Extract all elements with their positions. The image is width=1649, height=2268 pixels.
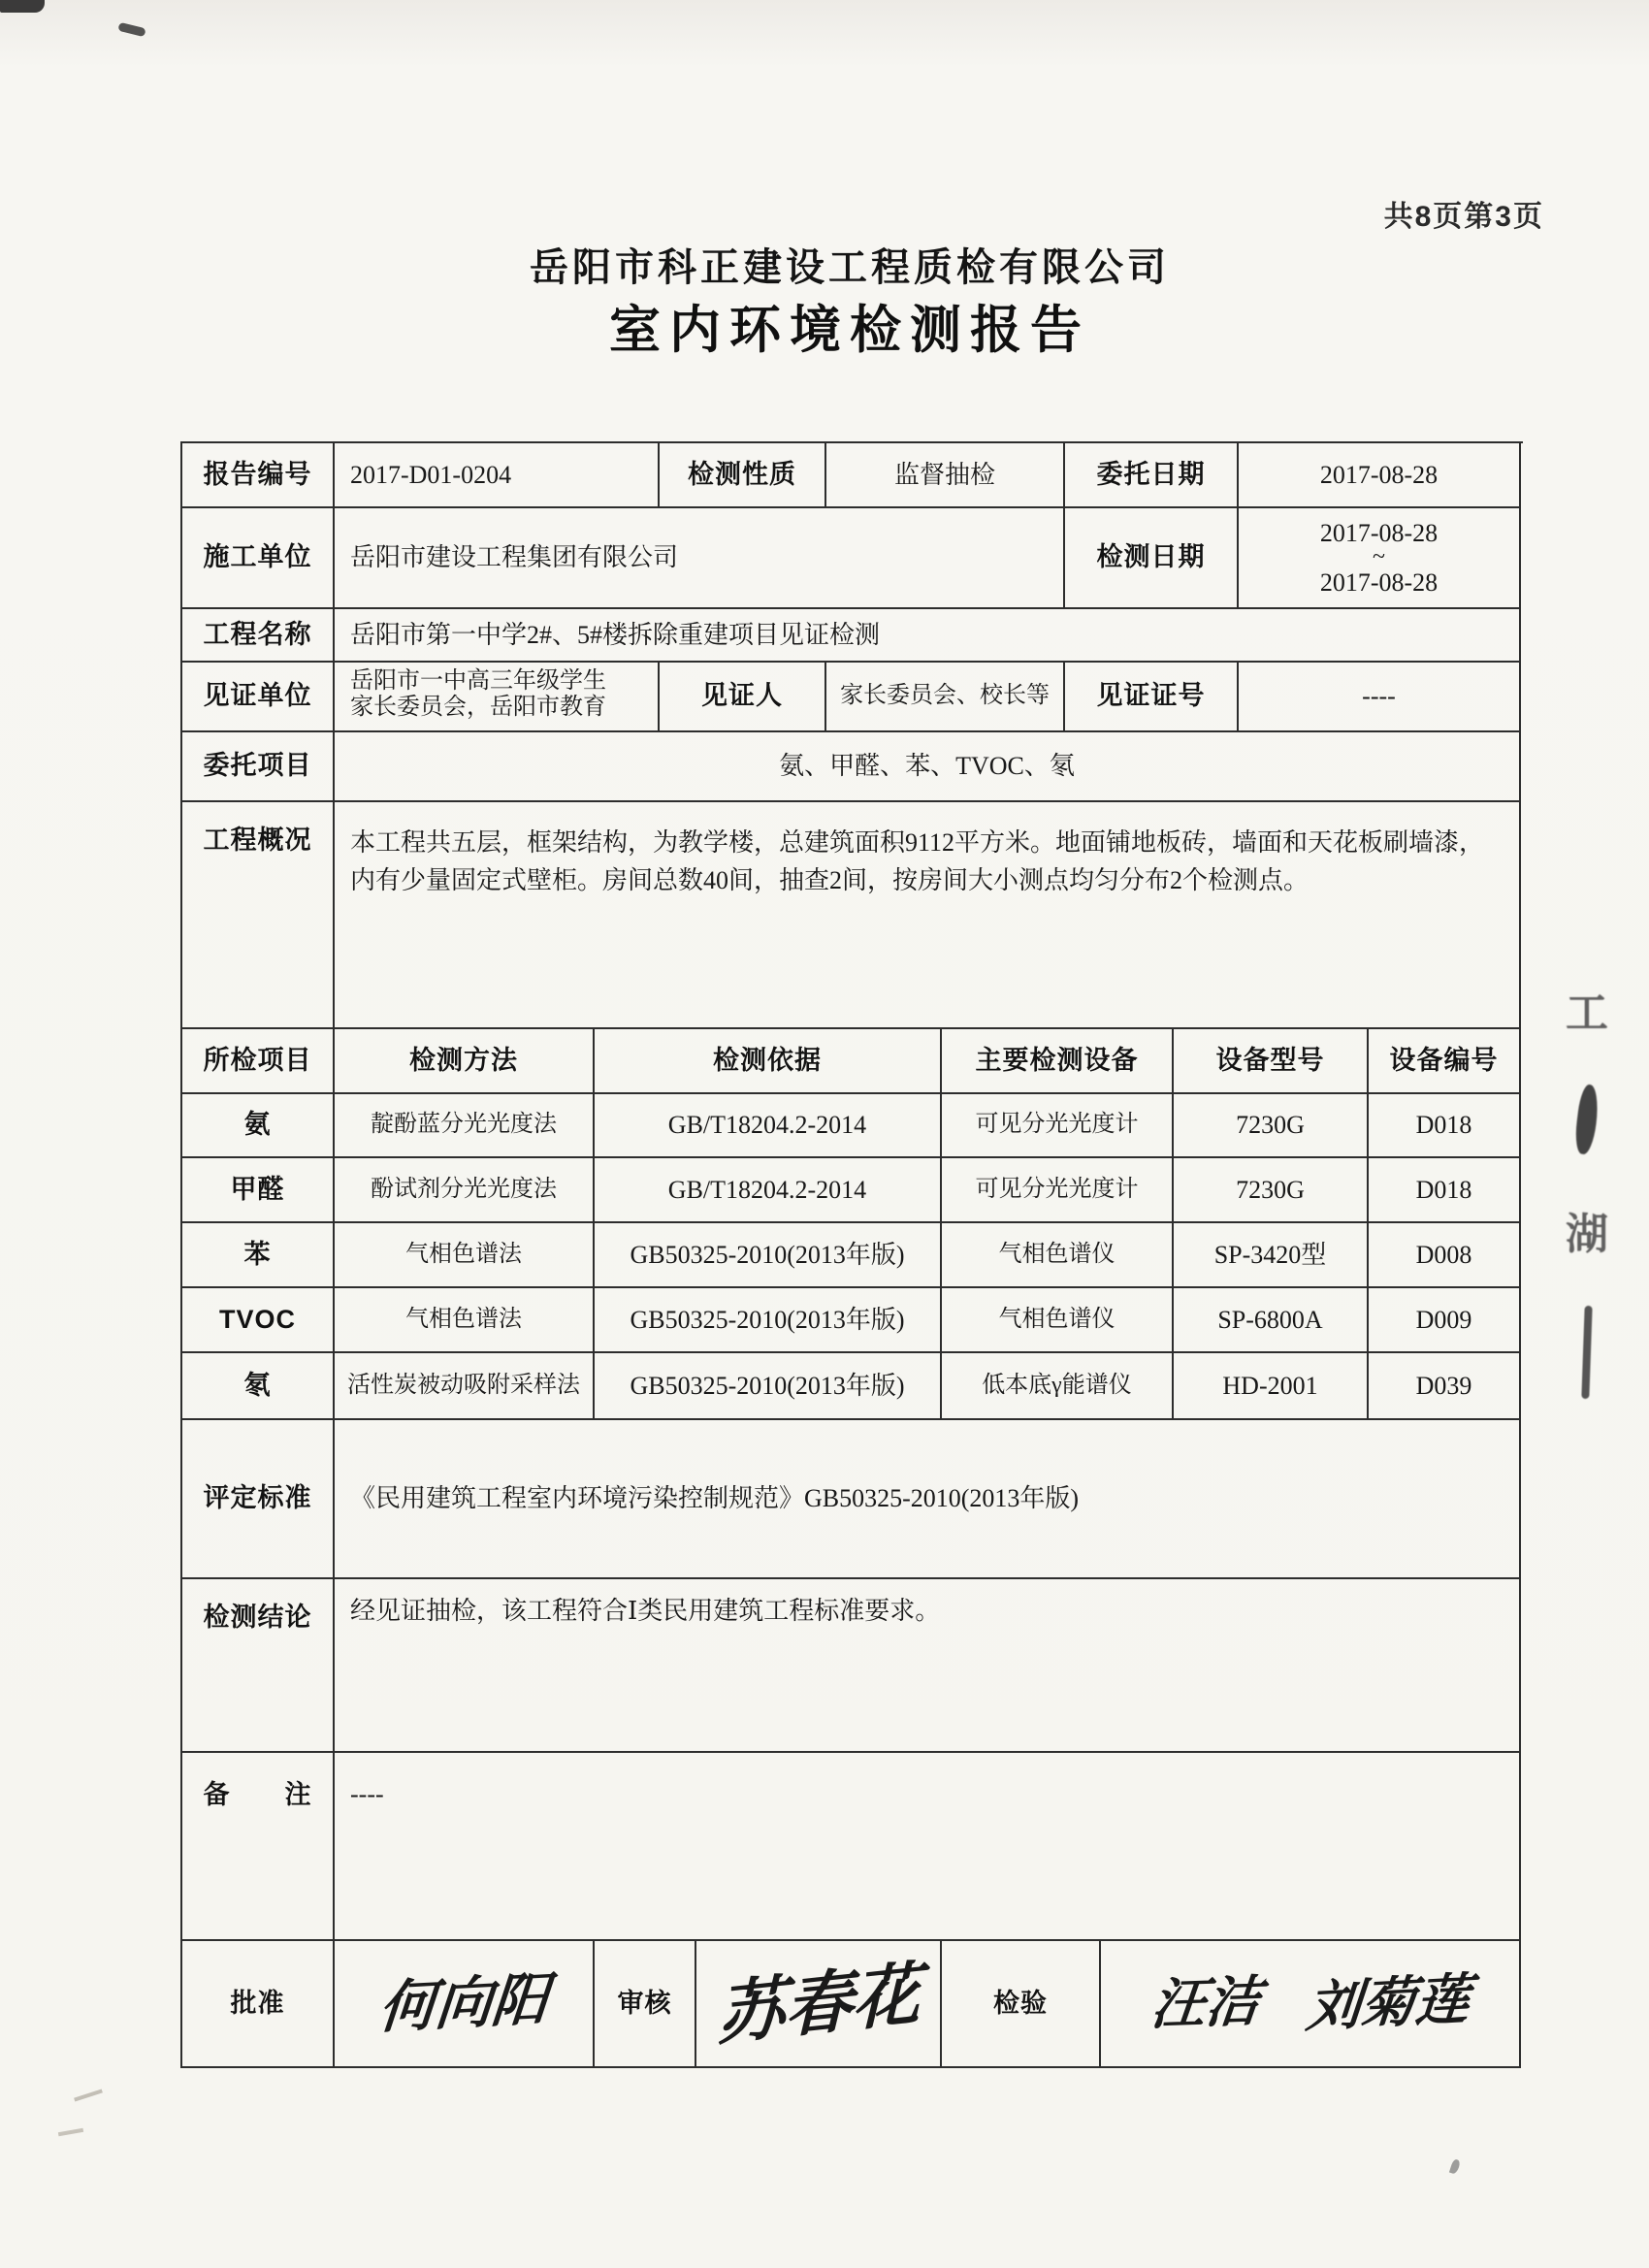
item-method: 活性炭被动吸附采样法 [335,1353,595,1420]
item-code: D039 [1369,1353,1521,1420]
conclusion-label: 检测结论 [182,1579,335,1753]
scan-artifact [74,2089,103,2101]
item-basis: GB/T18204.2-2014 [595,1158,942,1223]
item-device: 低本底γ能谱仪 [942,1353,1174,1420]
header-basis: 检测依据 [595,1029,942,1094]
review-label: 审核 [595,1941,696,2068]
signature-text: 汪洁 [1148,1968,1263,2038]
item-model: SP-6800A [1174,1288,1369,1353]
witness-person-value: 家长委员会、校长等 [826,663,1065,732]
commission-date-value: 2017-08-28 [1239,443,1521,508]
item-basis: GB50325-2010(2013年版) [595,1288,942,1353]
item-code: D018 [1369,1094,1521,1158]
overview-label: 工程概况 [182,802,335,1029]
signature-text: 何向阳 [376,1965,551,2041]
commission-date-label: 委托日期 [1065,443,1239,508]
remark-label: 备 注 [182,1753,335,1941]
report-table [180,441,1523,2068]
item-method: 酚试剂分光光度法 [335,1158,595,1223]
test-date-value [1239,508,1521,609]
test-nature-value: 监督抽检 [826,443,1065,508]
item-name: 氡 [182,1353,335,1420]
conclusion-value: 经见证抽检，该工程符合Ⅰ类民用建筑工程标准要求。 [335,1579,1521,1753]
item-basis: GB/T18204.2-2014 [595,1094,942,1158]
witness-person-label: 见证人 [660,663,826,732]
item-code: D009 [1369,1288,1521,1353]
witness-cert-value: ---- [1239,663,1521,732]
item-method: 气相色谱法 [335,1288,595,1353]
witness-cert-label: 见证证号 [1065,663,1239,732]
header-code: 设备编号 [1369,1029,1521,1094]
stamp-glyph: 湖 [1566,1211,1608,1258]
review-signature [696,1941,942,2068]
header-model: 设备型号 [1174,1029,1369,1094]
scan-artifact [117,22,146,38]
report-title: 室内环境检测报告 [609,302,1090,359]
margin-stamp-marks [1552,978,1622,1399]
item-device: 可见分光光度计 [942,1158,1174,1223]
project-name-value: 岳阳市第一中学2#、5#楼拆除重建项目见证检测 [335,609,1521,663]
witness-unit-label: 见证单位 [182,663,335,732]
item-model: 7230G [1174,1158,1369,1223]
item-device: 气相色谱仪 [942,1223,1174,1288]
project-name-label: 工程名称 [182,609,335,663]
overview-text: 本工程共五层，框架结构，为教学楼，总建筑面积9112平方米。地面铺地板砖，墙面和天花板刷墙漆，内有少量固定式壁柜。房间总数40间，抽查2间，按房间大小测点均匀分布2个检测点。 [350,828,1485,894]
item-name: 甲醛 [182,1158,335,1223]
item-basis: GB50325-2010(2013年版) [595,1223,942,1288]
item-name: 苯 [182,1223,335,1288]
standard-label: 评定标准 [182,1420,335,1579]
signature-text: 刘菊莲 [1303,1966,1472,2040]
signature-text: 苏春花 [717,1952,920,2056]
item-model: HD-2001 [1174,1353,1369,1420]
item-method: 靛酚蓝分光光度法 [335,1094,595,1158]
commission-items-label: 委托项目 [182,732,335,802]
witness-unit-value [335,663,660,732]
stamp-glyph: 工 [1566,989,1608,1037]
item-code: D018 [1369,1158,1521,1223]
item-model: SP-3420型 [1174,1223,1369,1288]
test-date-to: 2017-08-28 [1319,567,1439,597]
page-number: 共8页第3页 [1383,201,1544,233]
item-model: 7230G [1174,1094,1369,1158]
overview-value [335,802,1521,1029]
item-name: 氨 [182,1094,335,1158]
ink-blot-mark [1573,1084,1601,1155]
inspect-label: 检验 [942,1941,1101,2068]
header-device: 主要检测设备 [942,1029,1174,1094]
item-device: 可见分光光度计 [942,1094,1174,1158]
item-method: 气相色谱法 [335,1223,595,1288]
commission-items-value: 氨、甲醛、苯、TVOC、氡 [335,732,1521,802]
header-item: 所检项目 [182,1029,335,1094]
item-basis: GB50325-2010(2013年版) [595,1353,942,1420]
test-date-from: 2017-08-28 [1319,519,1439,548]
standard-value: 《民用建筑工程室内环境污染控制规范》GB50325-2010(2013年版) [335,1420,1521,1579]
approve-signature [335,1941,595,2068]
test-nature-label: 检测性质 [660,443,826,508]
test-date-label: 检测日期 [1065,508,1239,609]
scan-artifact [0,0,45,13]
report-no-value: 2017-D01-0204 [335,443,660,508]
item-code: D008 [1369,1223,1521,1288]
tilde-separator: ~ [1373,544,1385,570]
constructor-value: 岳阳市建设工程集团有限公司 [335,508,1065,609]
witness-unit-line1: 岳阳市一中高三年级学生 [350,668,606,694]
approve-label: 批准 [182,1941,335,2068]
item-name: TVOC [182,1288,335,1353]
inspect-signatures [1101,1941,1521,2068]
witness-unit-line2: 家长委员会，岳阳市教育 [350,694,606,720]
ink-stroke-mark [1581,1306,1592,1399]
remark-value: ---- [335,1753,1521,1941]
scan-artifact [1449,2158,1461,2175]
report-no-label: 报告编号 [182,443,335,508]
header-method: 检测方法 [335,1029,595,1094]
item-device: 气相色谱仪 [942,1288,1174,1353]
scan-artifact [58,2128,83,2136]
constructor-label: 施工单位 [182,508,335,609]
company-name: 岳阳市科正建设工程质检有限公司 [530,246,1170,289]
